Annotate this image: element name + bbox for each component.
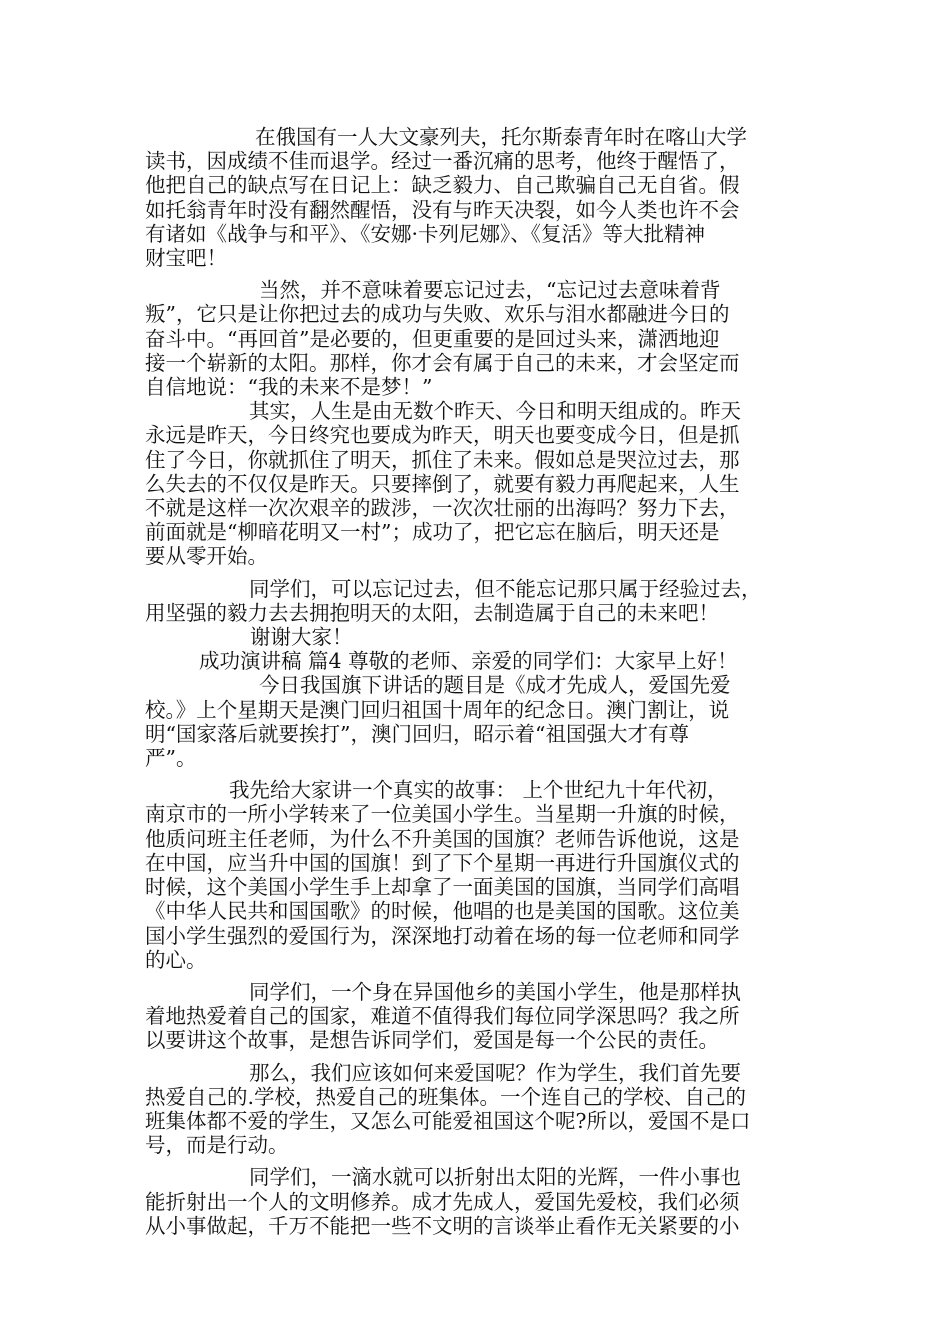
paragraph-thanks: 谢谢大家！: [250, 625, 353, 650]
paragraph-classmates: 同学们，可以忘记过去，但不能忘记那只属于经验过去， 用坚强的毅力去去拥抱明天的太阳，去制造属于自己的未来吧！: [145, 576, 762, 625]
paragraph-story: 我先给大家讲一个真实的故事： 上个世纪九十年代初， 南京市的一所小学转来了一位美国小学生。当星期一升旗的时候， 他质问班主任老师，为什么不升美国的国旗？老师告诉他说，这是 在中国，应当升中国的国旗！到了下个星期一再进行升国旗仪式的 时候，这个美国小学生手上却拿了一面美国的国旗，当同学们高唱 《中华人民共和国国歌》的时候，他唱的也是美国的国歌。这位美 国小学生强烈的爱国行为，深深地打动着在场的每一位老师和同学 的心。: [145, 778, 740, 972]
paragraph-topic: 今日我国旗下讲话的题目是《成才先成人，爱国先爱 校。》上个星期天是澳门回归祖国十周年的纪念日。澳门割让，说 明“国家落后就要挨打”，澳门回归，昭示着“祖国强大才有尊 严”。: [145, 673, 731, 771]
paragraph-small-things: 同学们，一滴水就可以折射出太阳的光辉，一件小事也 能折射出一个人的文明修养。成才先成人，爱国先爱校，我们必须 从小事做起，千万不能把一些不文明的言谈举止看作无关紧要的小: [145, 1165, 741, 1238]
section-heading: 成功演讲稿 篇4 尊敬的老师、亲爱的同学们：大家早上好！: [199, 649, 738, 674]
paragraph-life: 其实，人生是由无数个昨天、今日和明天组成的。昨天 永远是昨天，今日终究也要成为昨天，明天也要变成今日，但是抓 住了今日，你就抓住了明天，抓住了未来。假如总是哭泣过去，那 么失去的不仅仅是昨天。只要摔倒了，就要有毅力再爬起来，人生 不就是这样一次次艰辛的跋涉，一次次壮丽的出海吗？努力下去， 前面就是“柳暗花明又一村”；成功了，把它忘在脑后，明天还是 要从零开始。: [145, 399, 741, 569]
paragraph-not-forgetting: 当然，并不意味着要忘记过去，“忘记过去意味着背 叛”，它只是让你把过去的成功与失败、欢乐与泪水都融进今日的 奋斗中。“再回首”是必要的，但更重要的是回过头来，潇洒地迎 接一个崭新的太阳。那样，你才会有属于自己的未来，才会坚定而 自信地说：“我的未来不是梦！”: [145, 278, 740, 400]
document-page: [145, 125, 813, 1238]
paragraph-reflection: 同学们，一个身在异国他乡的美国小学生，他是那样执 着地热爱着自己的国家，难道不值得我们每位同学深思吗？我之所 以要讲这个故事，是想告诉同学们，爱国是每一个公民的责任。: [145, 979, 741, 1053]
paragraph-how-to-love: 那么，我们应该如何来爱国呢？作为学生，我们首先要 热爱自己的.学校，热爱自己的班集体。一个连自己的学校、自己的 班集体都不爱的学生，又怎么可能爱祖国这个呢?所以，爱国不是口 号，而是行动。: [145, 1060, 751, 1158]
paragraph-tolstoy: 在俄国有一人大文豪列夫，托尔斯泰青年时在喀山大学 读书，因成绩不佳而退学。经过一番沉痛的思考，他终于醒悟了， 他把自己的缺点写在日记上：缺乏毅力、自己欺骗自己无自省。假 如托翁青年时没有翻然醒悟，没有与昨天决裂，如今人类也许不会 有诸如《战争与和平》、《安娜·卡列尼娜》、《复活》等大批精神 财宝吧！: [145, 125, 747, 271]
